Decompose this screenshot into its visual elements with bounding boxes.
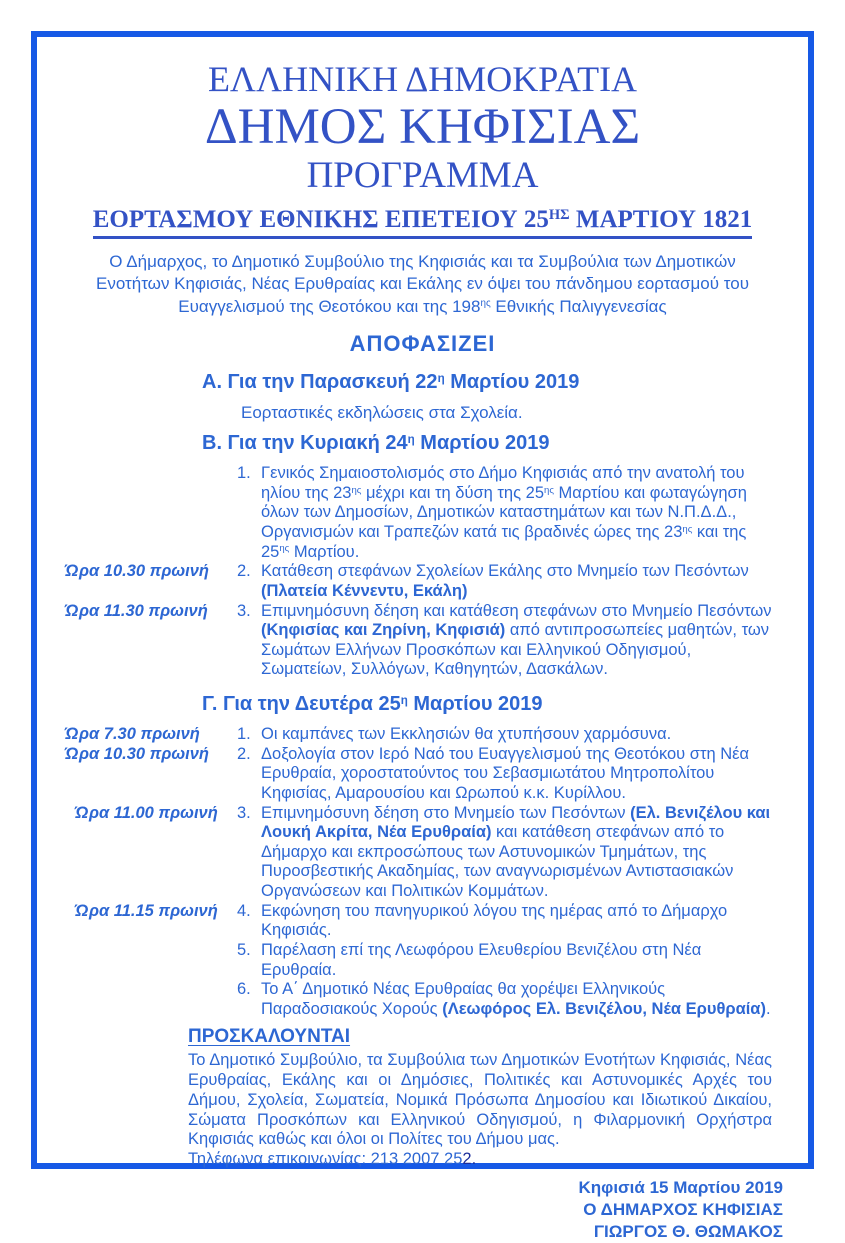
section-b-heading: Β. Για την Κυριακή $24^\eta$ Μαρτίου 2019	[202, 432, 550, 455]
item-time: Ώρα 7.30 πρωινή	[65, 725, 200, 744]
decision-label: ΑΠΟΦΑΣΙΖΕΙ	[349, 331, 496, 357]
celebration-subtitle: ΕΟΡΤΑΣΜΟΥ ΕΘΝΙΚΗΣ ΕΠΕΤΕΙΟΥ $25^{H\Sigma}$ ΜΑΡΤΙΟΥ 1821	[93, 206, 753, 239]
item-number: 3.	[237, 601, 251, 620]
item-time	[65, 464, 237, 562]
contact-phone-line: Τηλέφωνα επικοινωνίας: 213 2007 252.	[188, 1150, 477, 1169]
republic-title: ΕΛΛΗΝΙΚΗ ΔΗΜΟΚΡΑΤΙΑ	[207, 59, 638, 99]
subtitle-row	[60, 206, 785, 239]
item-time: Ώρα 11.15 πρωινή	[75, 901, 218, 920]
program-title: ΠΡΟΓΡΑΜΜΑ	[306, 155, 539, 197]
list-item	[65, 941, 785, 980]
municipality-title: ΔΗΜΟΣ ΚΗΦΙΣΙΑΣ	[204, 99, 641, 156]
list-item	[65, 745, 785, 804]
signature-block	[60, 1177, 785, 1243]
signature-date: Κηφισιά 15 Μαρτίου 2019	[578, 1178, 783, 1198]
invitation-block	[188, 1027, 772, 1170]
item-number: 4.	[237, 901, 251, 920]
section-g-list	[65, 725, 785, 1019]
list-item	[65, 562, 785, 601]
item-number: 6.	[237, 980, 251, 999]
item-text: Εκφώνηση του πανηγυρικού λόγου της ημέρας από το Δήμαρχο Κηφισιάς.	[261, 901, 728, 940]
intro-paragraph: Ο Δήμαρχος, το Δημοτικό Συμβούλιο της Κηφισιάς και τα Συμβούλια των Δημοτικών Ενοτήτων Κηφισιάς, Νέας Ερυθραίας και Εκάλης εν όψει του πάνδημου εορτασμού του Ευαγγελισμού της Θεοτόκου και της $198^{\eta\varsigma}$ Εθνικής Παλιγγενεσίας	[95, 251, 749, 316]
mayor-title: Ο ΔΗΜΑΡΧΟΣ ΚΗΦΙΣΙΑΣ	[583, 1200, 783, 1220]
mayor-name: ΓΙΩΡΓΟΣ Θ. ΘΩΜΑΚΟΣ	[593, 1222, 783, 1242]
item-text: Κατάθεση στεφάνων Σχολείων Εκάλης στο Μνημείο των Πεσόντων (Πλατεία Κέννεντυ, Εκάλη)	[261, 562, 749, 600]
item-time: Ώρα 11.30 πρωινή	[65, 601, 208, 620]
item-time	[65, 941, 237, 980]
section-a-text: Εορταστικές εκδηλώσεις στα Σχολεία.	[241, 403, 523, 423]
item-number: 5.	[237, 940, 251, 959]
list-item	[65, 980, 785, 1019]
invitation-label: ΠΡΟΣΚΑΛΟΥΝΤΑΙ	[188, 1026, 351, 1048]
document-page	[37, 37, 808, 1242]
section-a-heading: Α. Για την Παρασκευή $22^\eta$ Μαρτίου 2019	[202, 371, 580, 394]
list-item	[65, 602, 785, 681]
item-time	[65, 980, 237, 1019]
item-text: Το Α΄ Δημοτικό Νέας Ερυθραίας θα χορέψει Ελληνικούς Παραδοσιακούς Χορούς (Λεωφόρος Ελ. Βενιζέλου, Νέα Ερυθραία).	[261, 980, 771, 1018]
item-text: Παρέλαση επί της Λεωφόρου Ελευθερίου Βενιζέλου στη Νέα Ερυθραία.	[261, 940, 702, 979]
item-time: Ώρα 11.00 πρωινή	[75, 803, 218, 822]
item-text: Οι καμπάνες των Εκκλησιών θα χτυπήσουν χαρμόσυνα.	[261, 725, 672, 744]
item-number: 3.	[237, 803, 251, 822]
item-number: 1.	[237, 725, 251, 744]
item-text: Γενικός Σημαιοστολισμός στο Δήμο Κηφισιάς από την ανατολή του ηλίου της $23^{\eta\varsigma}$ μέχρι και τη δύση της $25^{\eta\varsigma}$ Μαρτίου και φωταγώγηση όλων των Δημοσίων, Δημοτικών καταστημάτων και των Ν.Π.Δ.Δ., Οργανισμών και Τραπεζών κατά τις βραδινές ώρες της $23^{\eta\varsigma}$ και της $25^{\eta\varsigma}$ Μαρτίου.	[261, 464, 747, 561]
item-number: 2.	[237, 744, 251, 763]
list-item	[65, 804, 785, 902]
item-number: 2.	[237, 562, 251, 581]
invitation-body: Το Δημοτικό Συμβούλιο, τα Συμβούλια των Δημοτικών Ενοτήτων Κηφισιάς, Νέας Ερυθραίας, Εκάλης και οι Δημόσιες, Πολιτικές και Αστυνομικές Αρχές του Δήμου, Σχολεία, Σωματεία, Νομικά Πρόσωπα Δημοσίου και Ιδιωτικού Δικαίου, Σώματα Προσκόπων και Ελληνικού Οδηγισμού, η Φιλαρμονική Ορχήστρα Κηφισιάς καθώς και όλοι οι Πολίτες του Δήμου μας.	[188, 1051, 772, 1149]
list-item	[65, 464, 785, 562]
section-g-heading: Γ. Για την Δευτέρα $25^\eta$ Μαρτίου 2019	[202, 693, 543, 716]
item-time: Ώρα 10.30 πρωινή	[65, 562, 210, 581]
item-text: Δοξολογία στον Ιερό Ναό του Ευαγγελισμού της Θεοτόκου στη Νέα Ερυθραία, χοροστατούντος του Σεβασμιωτάτου Μητροπολίτου Κηφισίας, Αμαρουσίου και Ωρωπού κ.κ. Κυρίλλου.	[261, 744, 750, 802]
item-time: Ώρα 10.30 πρωινή	[65, 744, 210, 763]
section-b-list	[65, 464, 785, 680]
item-text: Επιμνημόσυνη δέηση και κατάθεση στεφάνων στο Μνημείο Πεσόντων (Κηφισίας και Ζηρίνη, Κηφισιά) από αντιπροσωπείες μαθητών, των Σωμάτων Ελλήνων Προσκόπων και Ελληνικού Οδηγισμού, Σωματείων, Συλλόγων, Καθηγητών, Δασκάλων.	[261, 601, 772, 679]
item-text: Επιμνημόσυνη δέηση στο Μνημείο των Πεσόντων (Ελ. Βενιζέλου και Λουκή Ακρίτα, Νέα Ερυθραία) και κατάθεση στεφάνων από το Δήμαρχο και εκπροσώπους των Αστυνομικών Τμημάτων, της Πυροσβεστικής Ακαδημίας, των αναγνωρισμένων Αντιστασιακών Οργανώσεων και Πολιτικών Κομμάτων.	[261, 803, 771, 901]
document-header	[60, 59, 785, 239]
list-item	[65, 725, 785, 745]
item-number: 1.	[237, 464, 251, 483]
list-item	[65, 902, 785, 941]
